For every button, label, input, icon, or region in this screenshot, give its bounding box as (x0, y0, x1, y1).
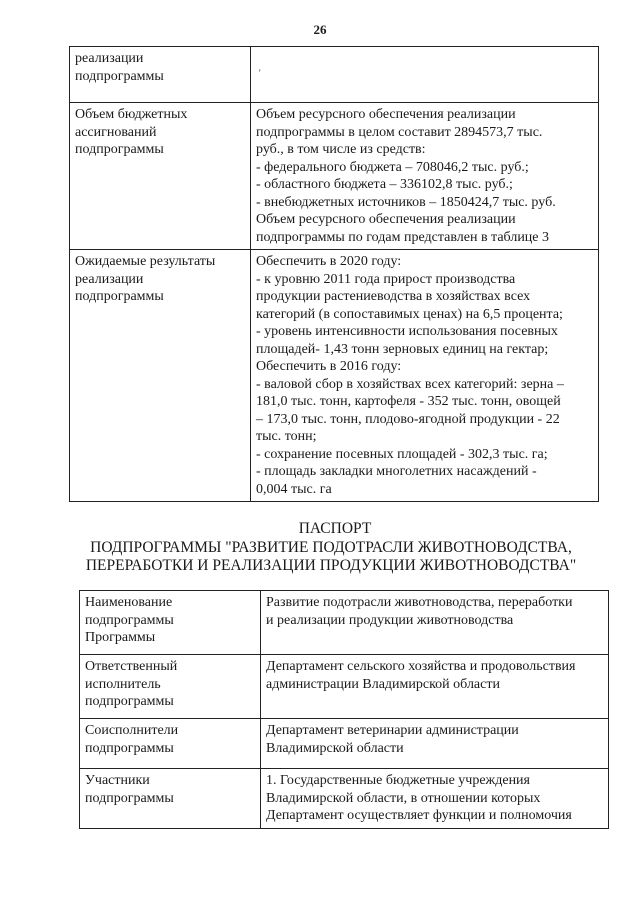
row-value (261, 655, 609, 719)
value-line: - валовой сбор в хозяйствах всех категорий: зерна – (256, 376, 564, 392)
value-line: администрации Владимирской области (266, 676, 500, 692)
row-value (261, 719, 609, 769)
value-line: и реализации продукции животноводства (266, 612, 514, 628)
label-line: подпрограммы (75, 142, 164, 157)
value-line: Объем ресурсного обеспечения реализации (256, 107, 516, 122)
value-line: Владимирской области, в отношении которых (266, 790, 541, 806)
label-line: реализации (75, 51, 144, 66)
table-row (70, 47, 599, 103)
label-line: подпрограммы (85, 790, 174, 806)
value-line: Обеспечить в 2016 году: (256, 359, 402, 374)
value-line: руб., в том числе из средств: (256, 142, 426, 157)
value-line: Департамент осуществляет функции и полномочия (266, 808, 572, 823)
value-line: - уровень интенсивности использования посевных (256, 324, 558, 339)
row-label (80, 769, 261, 829)
value-line: площадей- 1,43 тонн зерновых единиц на гектар; (256, 341, 549, 357)
value-line: категорий (в сопоставимых ценах) на 6,5 процента; (256, 306, 563, 322)
table-row (70, 250, 599, 502)
value-line: - федерального бюджета – 708046,2 тыс. руб.; (256, 159, 529, 175)
value-line: - сохранение посевных площадей - 302,3 тыс. га; (256, 446, 548, 462)
row-label (70, 103, 251, 250)
page-number: 26 (313, 22, 327, 37)
value-line: ' (259, 68, 261, 78)
value-line: подпрограммы по годам представлен в таблице 3 (256, 229, 550, 245)
subprogram-title-line: ПОДПРОГРАММЫ "РАЗВИТИЕ ПОДОТРАСЛИ ЖИВОТНОВОДСТВА, (90, 539, 572, 556)
value-line: тыс. тонн; (256, 429, 317, 444)
value-line: Владимирской области (266, 740, 404, 756)
value-line: 0,004 тыс. га (256, 481, 332, 497)
label-line: исполнитель (85, 676, 161, 692)
passport-heading: ПАСПОРТ (298, 520, 372, 537)
value-line: продукции растениеводства в хозяйствах всех (256, 289, 531, 304)
label-line: Объем бюджетных (75, 107, 188, 122)
row-label (70, 47, 251, 103)
value-line: - внебюджетных источников – 1850424,7 тыс. руб. (256, 194, 556, 210)
table-row (80, 655, 609, 719)
row-value (261, 591, 609, 655)
label-line: Ответственный (85, 659, 178, 674)
label-line: Ожидаемые результаты (75, 254, 216, 269)
table-row (80, 769, 609, 829)
table-row (70, 103, 599, 250)
table-row (80, 591, 609, 655)
label-line: ассигнований (75, 124, 157, 140)
label-line: Программы (85, 630, 156, 645)
value-line: – 173,0 тыс. тонн, плодово-ягодной продукции - 22 (256, 411, 560, 427)
value-line: Обеспечить в 2020 году: (256, 254, 402, 269)
subprogram-title-line: ПЕРЕРАБОТКИ И РЕАЛИЗАЦИИ ПРОДУКЦИИ ЖИВОТНОВОДСТВА" (85, 557, 577, 574)
table-row (80, 719, 609, 769)
value-line: 1. Государственные бюджетные учреждения (266, 773, 530, 788)
value-line: 181,0 тыс. тонн, картофеля - 352 тыс. тонн, овощей (256, 394, 561, 409)
row-value (261, 769, 609, 829)
subprogram-passport-table-continued (69, 46, 599, 502)
value-line: Объем ресурсного обеспечения реализации (256, 212, 516, 227)
row-label (80, 655, 261, 719)
label-line: подпрограммы (85, 694, 174, 709)
livestock-subprogram-passport-table (79, 590, 609, 829)
value-line: Департамент ветеринарии администрации (266, 723, 519, 738)
label-line: реализации (75, 271, 144, 287)
row-label (70, 250, 251, 502)
label-line: Наименование (85, 595, 173, 610)
label-line: подпрограммы (85, 740, 174, 756)
value-line: - к уровню 2011 года прирост производства (256, 271, 516, 287)
row-label (80, 719, 261, 769)
label-line: подпрограммы (75, 289, 164, 304)
value-line: подпрограммы в целом составит 2894573,7 тыс. (256, 124, 543, 140)
value-line: Развитие подотрасли животноводства, переработки (266, 595, 573, 610)
value-line: Департамент сельского хозяйства и продовольствия (266, 659, 576, 674)
value-line: - областного бюджета – 336102,8 тыс. руб.; (256, 177, 513, 192)
value-line: - площадь закладки многолетних насаждений - (256, 464, 537, 479)
label-line: подпрограммы (85, 612, 174, 628)
row-value (251, 47, 599, 103)
label-line: Участники (85, 773, 150, 788)
row-value (251, 103, 599, 250)
label-line: подпрограммы (75, 68, 164, 84)
label-line: Соисполнители (85, 723, 179, 738)
row-value (251, 250, 599, 502)
row-label (80, 591, 261, 655)
